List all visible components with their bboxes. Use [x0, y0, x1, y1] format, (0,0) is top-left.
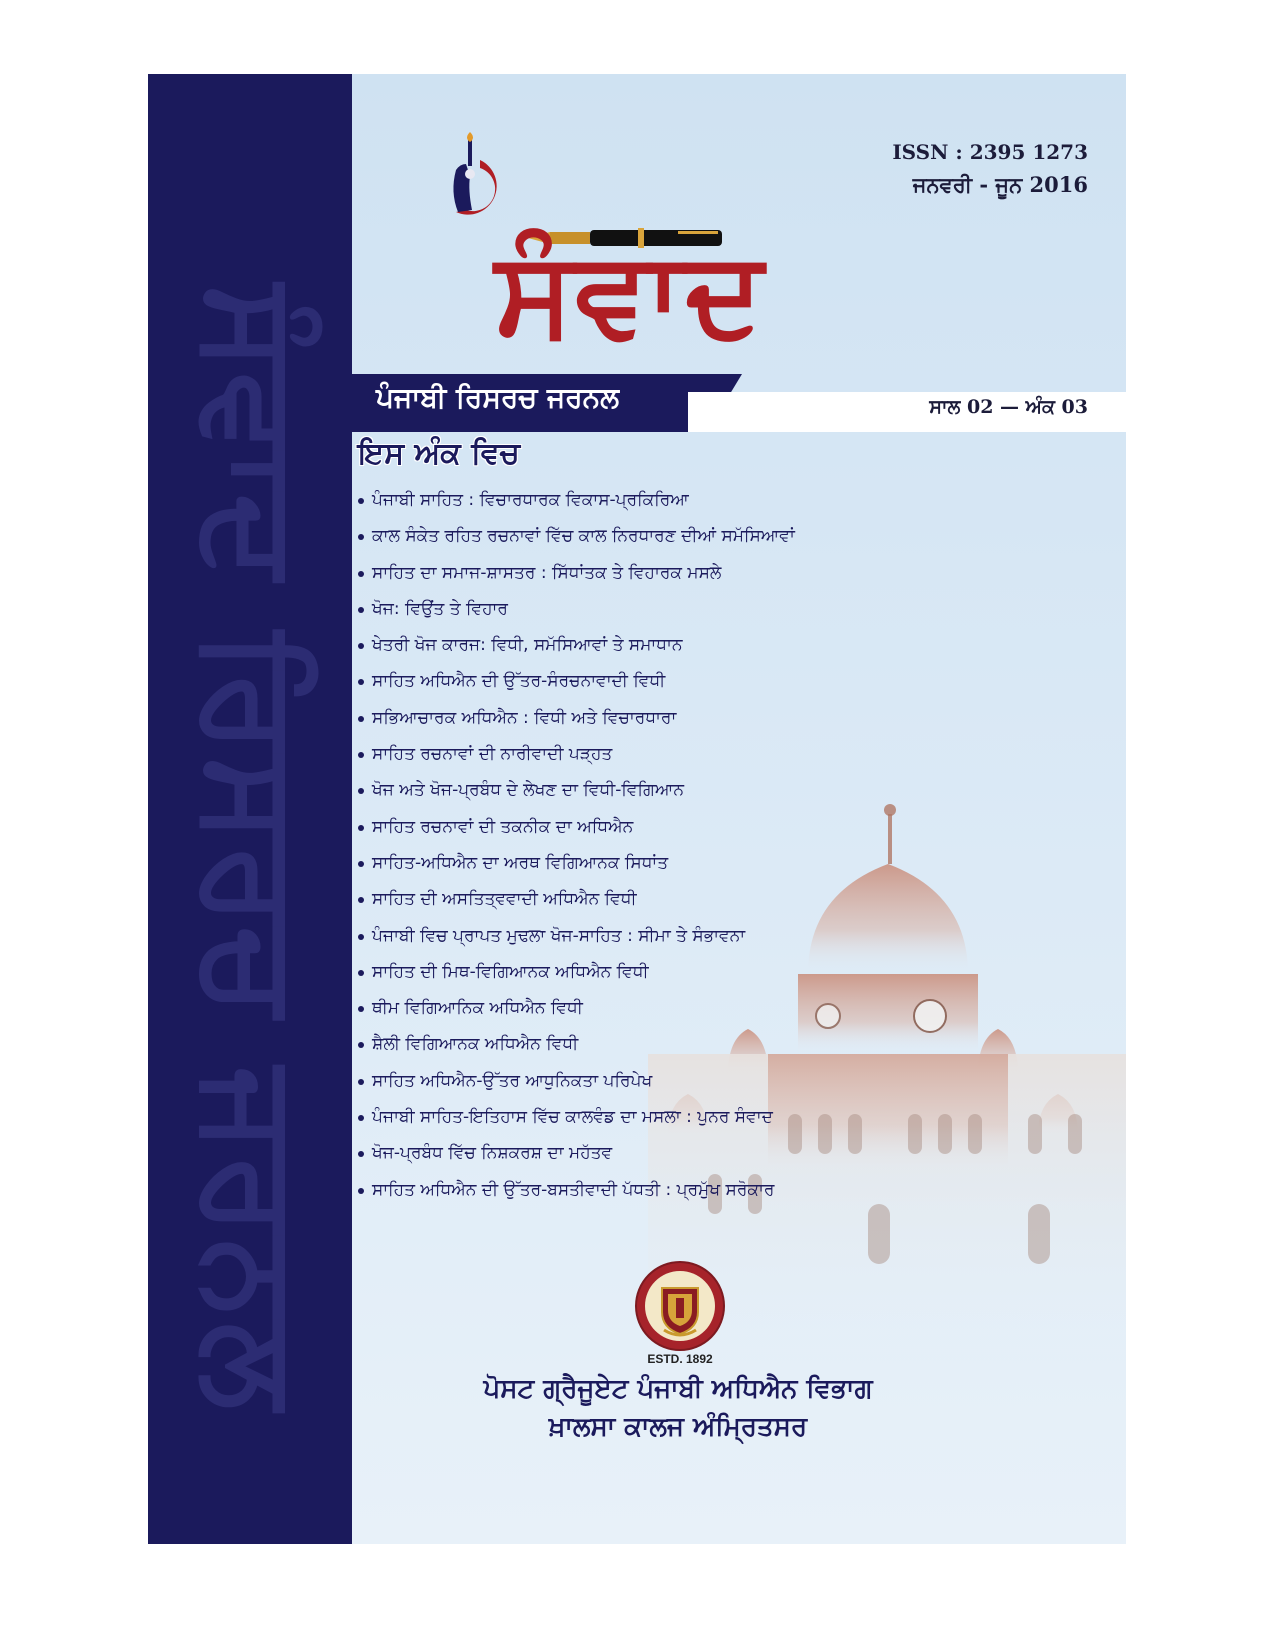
list-item: ਸਭਿਆਚਾਰਕ ਅਧਿਐਨ : ਵਿਧੀ ਅਤੇ ਵਿਚਾਰਧਾਰਾ	[358, 700, 938, 736]
list-item: ਪੰਜਾਬੀ ਸਾਹਿਤ-ਇਤਿਹਾਸ ਵਿੱਚ ਕਾਲਵੰਡ ਦਾ ਮਸਲਾ : ਪੁਨਰ ਸੰਵਾਦ	[358, 1099, 938, 1135]
spine-text: ਸੰਵਾਦ ਰਿਸਰਚ ਜਰਨਲ	[176, 284, 326, 1414]
list-item: ਸਾਹਿਤ ਅਧਿਐਨ ਦੀ ਉੱਤਰ-ਸੰਰਚਨਾਵਾਦੀ ਵਿਧੀ	[358, 663, 938, 699]
list-item: ਥੀਮ ਵਿਗਿਆਨਿਕ ਅਧਿਐਨ ਵਿਧੀ	[358, 990, 938, 1026]
spine-band	[148, 74, 352, 1544]
list-item: ਸਾਹਿਤ ਰਚਨਾਵਾਂ ਦੀ ਨਾਰੀਵਾਦੀ ਪੜ੍ਹਤ	[358, 736, 938, 772]
list-item: ਖੋਜ-ਪ੍ਰਬੰਧ ਵਿੱਚ ਨਿਸ਼ਕਰਸ਼ ਦਾ ਮਹੱਤਵ	[358, 1135, 938, 1171]
list-item: ਸਾਹਿਤ ਅਧਿਐਨ ਦੀ ਉੱਤਰ-ਬਸਤੀਵਾਦੀ ਪੱਧਤੀ : ਪ੍ਰਮੁੱਖ ਸਰੋਕਾਰ	[358, 1172, 938, 1208]
list-item: ਸਾਹਿਤ ਦਾ ਸਮਾਜ-ਸ਼ਾਸਤਰ : ਸਿੱਧਾਂਤਕ ਤੇ ਵਿਹਾਰਕ ਮਸਲੇ	[358, 555, 938, 591]
contents-heading: ਇਸ ਅੰਕ ਵਿਚ	[358, 436, 520, 471]
established-year: ESTD. 1892	[647, 1352, 713, 1366]
list-item: ਸਾਹਿਤ ਅਧਿਐਨ-ਉੱਤਰ ਆਧੁਨਿਕਤਾ ਪਰਿਪੇਖ	[358, 1063, 938, 1099]
list-item: ਖੋਜ: ਵਿਉਂਤ ਤੇ ਵਿਹਾਰ	[358, 591, 938, 627]
list-item: ਸਾਹਿਤ-ਅਧਿਐਨ ਦਾ ਅਰਥ ਵਿਗਿਆਨਕ ਸਿਧਾਂਤ	[358, 845, 938, 881]
issue-date: ਜਨਵਰੀ - ਜੂਨ 2016	[912, 172, 1088, 197]
list-item: ਖੋਜ ਅਤੇ ਖੋਜ-ਪ੍ਰਬੰਧ ਦੇ ਲੇਖਣ ਦਾ ਵਿਧੀ-ਵਿਗਿਆਨ	[358, 772, 938, 808]
torch-statue-logo-icon	[436, 130, 516, 220]
list-item: ਸਾਹਿਤ ਦੀ ਮਿਥ-ਵਿਗਿਆਨਕ ਅਧਿਐਨ ਵਿਧੀ	[358, 954, 938, 990]
list-item: ਖੇਤਰੀ ਖੋਜ ਕਾਰਜ: ਵਿਧੀ, ਸਮੱਸਿਆਵਾਂ ਤੇ ਸਮਾਧਾਨ	[358, 627, 938, 663]
college-name: ਖ਼ਾਲਸਾ ਕਾਲਜ ਅੰਮ੍ਰਿਤਸਰ	[548, 1412, 808, 1442]
journal-title: ਸੰਵਾਦ	[494, 224, 766, 362]
contents-list	[358, 482, 938, 1208]
list-item: ਸਾਹਿਤ ਦੀ ਅਸਤਿਤ੍ਵਵਾਦੀ ਅਧਿਐਨ ਵਿਧੀ	[358, 881, 938, 917]
issn-number: ISSN : 2395 1273	[892, 140, 1088, 164]
list-item: ਕਾਲ ਸੰਕੇਤ ਰਹਿਤ ਰਚਨਾਵਾਂ ਵਿੱਚ ਕਾਲ ਨਿਰਧਾਰਣ ਦੀਆਂ ਸਮੱਸਿਆਵਾਂ	[358, 518, 938, 554]
list-item: ਪੰਜਾਬੀ ਵਿਚ ਪ੍ਰਾਪਤ ਮੁਢਲਾ ਖੋਜ-ਸਾਹਿਤ : ਸੀਮਾ ਤੇ ਸੰਭਾਵਨਾ	[358, 918, 938, 954]
list-item: ਪੰਜਾਬੀ ਸਾਹਿਤ : ਵਿਚਾਰਧਾਰਕ ਵਿਕਾਸ-ਪ੍ਰਕਿਰਿਆ	[358, 482, 938, 518]
list-item: ਸ਼ੈਲੀ ਵਿਗਿਆਨਕ ਅਧਿਐਨ ਵਿਧੀ	[358, 1026, 938, 1062]
volume-issue: ਸਾਲ 02 — ਅੰਕ 03	[929, 396, 1088, 418]
journal-subtitle: ਪੰਜਾਬੀ ਰਿਸਰਚ ਜਰਨਲ	[376, 381, 620, 414]
journal-cover	[148, 74, 1126, 1544]
list-item: ਸਾਹਿਤ ਰਚਨਾਵਾਂ ਦੀ ਤਕਨੀਕ ਦਾ ਅਧਿਐਨ	[358, 809, 938, 845]
college-crest-icon	[634, 1260, 726, 1352]
department-name: ਪੋਸਟ ਗ੍ਰੈਜੂਏਟ ਪੰਜਾਬੀ ਅਧਿਐਨ ਵਿਭਾਗ	[483, 1374, 873, 1404]
